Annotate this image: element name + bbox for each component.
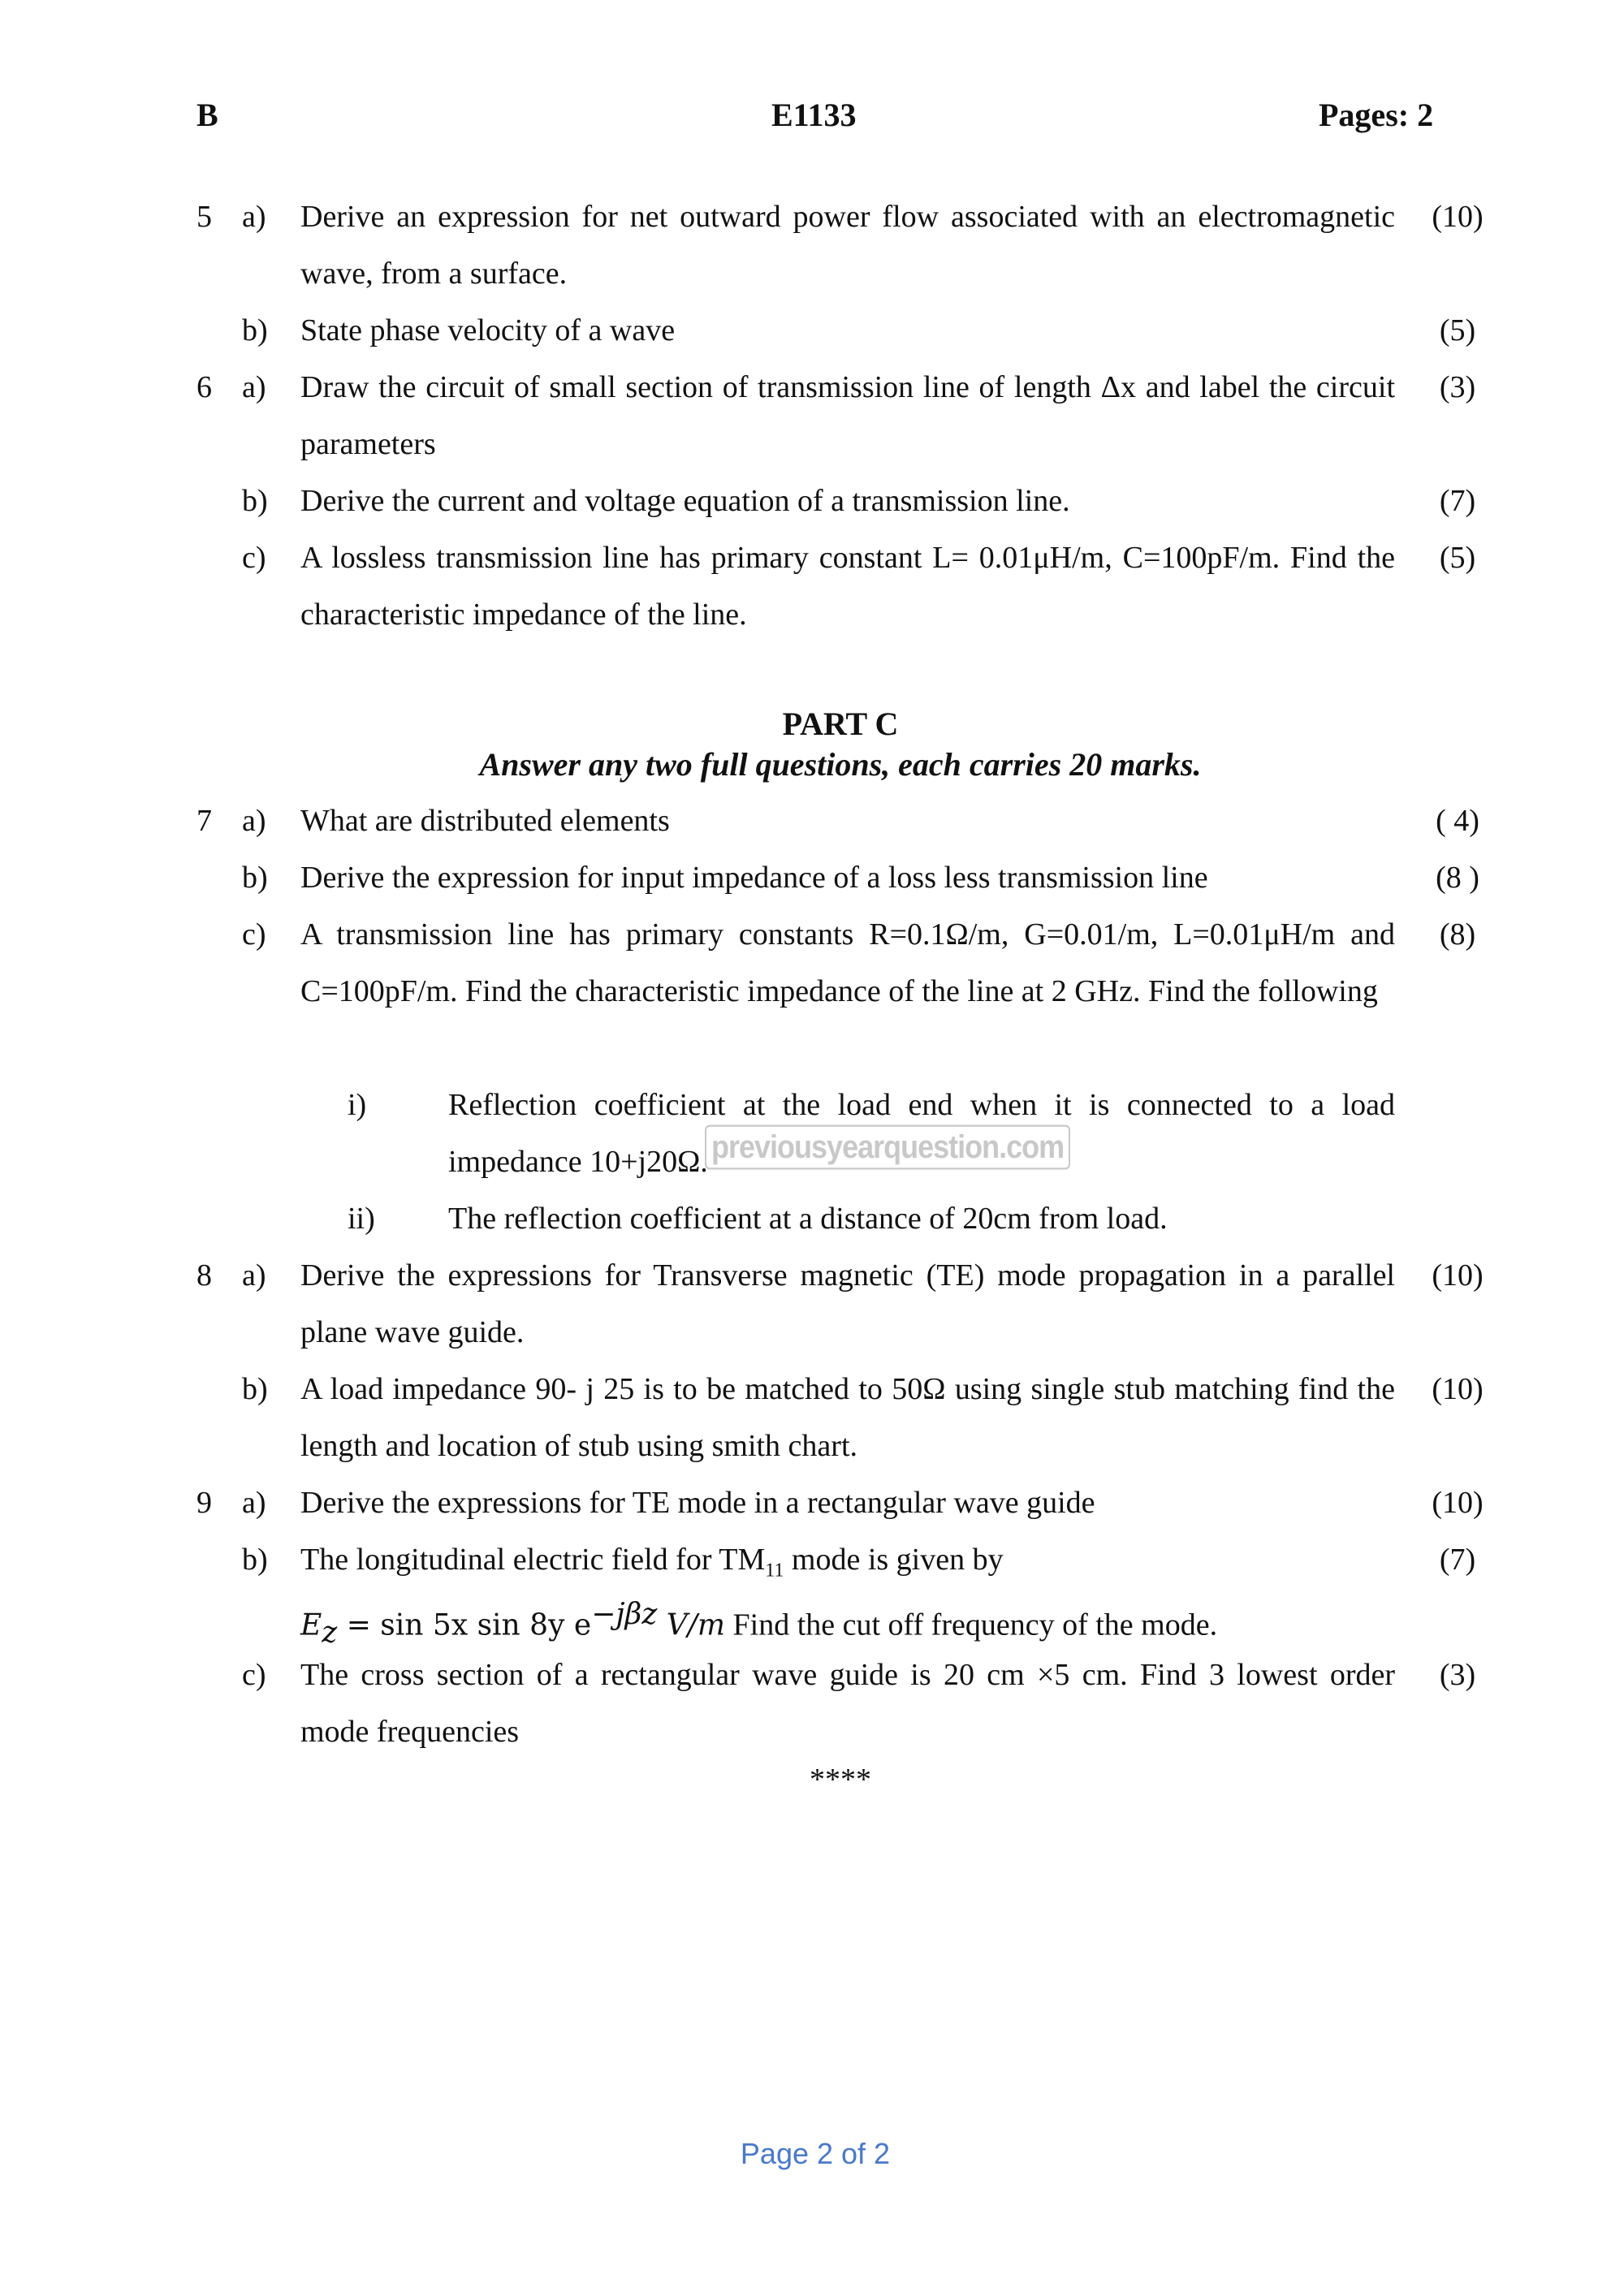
marks: (10)	[1432, 1372, 1484, 1406]
marks: (8 )	[1436, 861, 1479, 895]
end-marker: ****	[810, 1763, 871, 1797]
question-7c-ii	[0, 1190, 1624, 1247]
question-7c	[0, 906, 1624, 1077]
marks: ( 4)	[1436, 804, 1479, 838]
question-8a	[0, 1247, 1624, 1361]
question-9b	[0, 1531, 1624, 1649]
question-text: Derive the expression for input impedance of a loss less transmission line	[300, 861, 1208, 895]
question-text: Derive an expression for net outward power flow associated with an electromagnetic wave, from a surface.	[300, 200, 1395, 291]
question-7b	[0, 849, 1624, 906]
question-text: The cross section of a rectangular wave guide is 20 cm ×5 cm. Find 3 lowest order mode frequencies	[300, 1658, 1395, 1749]
question-text: A transmission line has primary constants R=0.1Ω/m, G=0.01/m, L=0.01μH/m and C=100pF/m. Find the characteristic impedance of the line at 2 GHz. Find the following	[300, 917, 1395, 1008]
marks: (3)	[1439, 370, 1476, 404]
page-footer: Page 2 of 2	[740, 2137, 891, 2170]
text-pre: The longitudinal electric field for TM	[300, 1543, 766, 1577]
marks: (8)	[1439, 917, 1476, 952]
sub-label: a)	[242, 1258, 266, 1293]
part-c-instruction: Answer any two full questions, each carries 20 marks.	[479, 746, 1202, 783]
question-5b	[0, 302, 1624, 359]
question-text: The reflection coefficient at a distance of 20cm from load.	[448, 1202, 1168, 1236]
question-text: Draw the circuit of small section of transmission line of length Δx and label the circuit parameters	[300, 370, 1395, 461]
roman-label: i)	[348, 1088, 367, 1122]
question-number: 5	[197, 200, 212, 234]
header-paper-code: E1133	[771, 97, 857, 133]
sub-label: a)	[242, 200, 266, 234]
sub-label: a)	[242, 1486, 266, 1520]
equation-body: = sin 5x sin 8y e	[337, 1608, 592, 1642]
part-c-title: PART C	[782, 706, 899, 742]
marks: (10)	[1432, 1258, 1484, 1293]
marks: (10)	[1432, 1486, 1484, 1520]
question-6a	[0, 359, 1624, 473]
question-text: What are distributed elements	[300, 804, 670, 838]
question-5a	[0, 188, 1624, 310]
question-text: State phase velocity of a wave	[300, 313, 676, 347]
header-pages: Pages: 2	[1319, 97, 1434, 133]
text-post: mode is given by	[784, 1543, 1004, 1577]
question-text: Reflection coefficient at the load end when it is connected to a load impedance 10+j20Ω.	[448, 1088, 1395, 1179]
marks: (10)	[1432, 200, 1484, 234]
equation-lhs-subscript: z	[322, 1615, 338, 1649]
equation-exponent: −jβz	[591, 1597, 658, 1631]
sub-label: c)	[242, 541, 266, 575]
sub-label: c)	[242, 1658, 266, 1692]
question-text: A lossless transmission line has primary constant L= 0.01μH/m, C=100pF/m. Find the characteristic impedance of the line.	[300, 541, 1395, 632]
question-text: Derive the current and voltage equation of a transmission line.	[300, 484, 1070, 518]
watermark: previousyearquestion.com	[705, 1125, 1070, 1170]
equation-lhs: E	[300, 1608, 322, 1642]
sub-label: b)	[242, 484, 268, 518]
sub-label: b)	[242, 861, 268, 895]
question-number: 9	[197, 1486, 212, 1520]
question-8b	[0, 1361, 1624, 1474]
question-6b	[0, 473, 1624, 529]
question-6c	[0, 529, 1624, 643]
question-7a	[0, 792, 1624, 849]
marks: (7)	[1439, 484, 1476, 518]
sub-label: a)	[242, 804, 266, 838]
equation-tail: Find the cut off frequency of the mode.	[725, 1608, 1218, 1642]
question-9a	[0, 1474, 1624, 1531]
mode-subscript: 11	[765, 1560, 784, 1582]
question-text	[300, 1538, 1395, 1655]
question-text: Derive the expressions for TE mode in a rectangular wave guide	[300, 1486, 1095, 1520]
marks: (5)	[1439, 541, 1476, 575]
sub-label: b)	[242, 313, 268, 347]
question-number: 6	[197, 370, 212, 404]
marks: (3)	[1439, 1658, 1476, 1692]
question-number: 8	[197, 1258, 212, 1293]
roman-label: ii)	[348, 1202, 375, 1236]
question-text: Derive the expressions for Transverse magnetic (TE) mode propagation in a parallel plane wave guide.	[300, 1258, 1395, 1349]
sub-label: b)	[242, 1543, 268, 1577]
equation-unit: V/m	[657, 1608, 726, 1642]
marks: (7)	[1439, 1543, 1476, 1577]
sub-label: a)	[242, 370, 266, 404]
question-9c	[0, 1646, 1624, 1760]
sub-label: c)	[242, 917, 266, 952]
sub-label: b)	[242, 1372, 268, 1406]
question-number: 7	[197, 804, 212, 838]
marks: (5)	[1439, 313, 1476, 347]
header-set-code: B	[197, 97, 218, 133]
question-text: A load impedance 90- j 25 is to be matched to 50Ω using single stub matching find the length and location of stub using smith chart.	[300, 1372, 1395, 1463]
